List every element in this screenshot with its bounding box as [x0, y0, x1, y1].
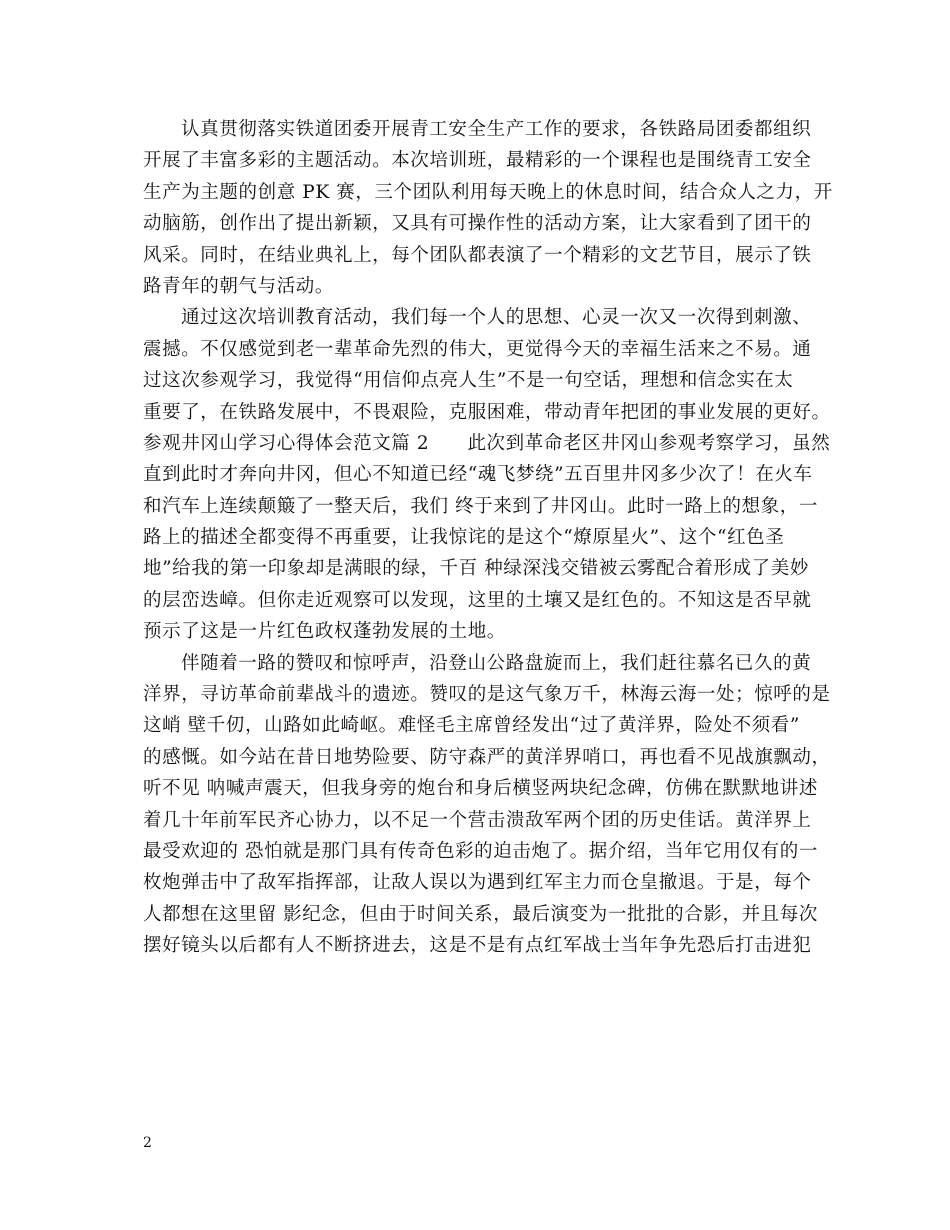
text-line: 风采。同时，在结业典礼上，每个团队都表演了一个精彩的文艺节目，展示了铁 [143, 244, 812, 266]
text-line: 听不见 呐喊声震天，但我身旁的炮台和身后横竖两块纪念碑，仿佛在默默地讲述 [143, 778, 818, 800]
text-line: 地”给我的第一印象却是满眼的绿，千百 种绿深浅交错被云雾配合着形成了美妙 [143, 558, 809, 580]
text-line: 洋界，寻访革命前辈战斗的遗迹。赞叹的是这气象万千，林海云海一处；惊呼的是 [143, 684, 831, 706]
text-line: 震撼。不仅感觉到老一辈革命先烈的伟大，更觉得今天的幸福生活来之不易。通 [143, 338, 812, 360]
text-line: 预示了这是一片红色政权蓬勃发展的土地。 [143, 621, 506, 643]
text-line: 摆好镜头以后都有人不断挤进去，这是不是有点红军战士当年争先恐后打击进犯 [143, 935, 812, 957]
text-line: 参观井冈山学习心得体会范文篇 2 此次到革命老区井冈山参观考察学习，虽然 [143, 432, 831, 454]
text-line: 直到此时才奔向井冈，但心不知道已经“魂飞梦绕”五百里井冈多少次了！在火车 [143, 464, 813, 486]
text-line: 和汽车上连续颠簸了一整天后，我们 终于来到了井冈山。此时一路上的想象，一 [143, 495, 818, 517]
body-text [143, 114, 833, 962]
text-line: 人都想在这里留 影纪念，但由于时间关系，最后演变为一批批的合影，并且每次 [143, 903, 818, 925]
text-line: 枚炮弹击中了敌军指挥部，让敌人误以为遇到红军主力而仓皇撤退。于是，每个 [143, 872, 812, 894]
text-line: 开展了丰富多彩的主题活动。本次培训班，最精彩的一个课程也是围绕青工安全 [143, 150, 812, 172]
text-line: 的感慨。如今站在昔日地势险要、防守森严的黄洋界哨口，再也看不见战旗飘动， [143, 746, 831, 768]
text-line: 过这次参观学习，我觉得“用信仰点亮人生”不是一句空话，理想和信念实在太 [143, 370, 794, 392]
text-line: 着几十年前军民齐心协力，以不足一个营击溃敌军两个团的历史佳话。黄洋界上 [143, 809, 812, 831]
text-line: 这峭 壁千仞，山路如此崎岖。难怪毛主席曾经发出“过了黄洋界，险处不须看” [143, 715, 800, 737]
text-line: 动脑筋，创作出了提出新颖，又具有可操作性的活动方案，让大家看到了团干的 [143, 213, 812, 235]
page-number: 2 [143, 1135, 152, 1151]
text-line: 路上的描述全都变得不再重要，让我惊诧的是这个“燎原星火”、这个“红色圣 [143, 527, 785, 549]
text-line: 生产为主题的创意 PK 赛，三个团队利用每天晚上的休息时间，结合众人之力，开 [143, 181, 833, 203]
text-line: 伴随着一路的赞叹和惊呼声，沿登山公路盘旋而上，我们赶往慕名已久的黄 [181, 652, 812, 674]
text-line: 最受欢迎的 恐怕就是那门具有传奇色彩的迫击炮了。据介绍，当年它用仅有的一 [143, 840, 818, 862]
text-line: 通过这次培训教育活动，我们每一个人的思想、心灵一次又一次得到刺激、 [181, 307, 812, 329]
text-line: 路青年的朝气与活动。 [143, 275, 335, 297]
text-line: 的层峦迭嶂。但你走近观察可以发现，这里的土壤又是红色的。不知这是否早就 [143, 589, 812, 611]
text-line: 重要了，在铁路发展中，不畏艰险，克服困难，带动青年把团的事业发展的更好。 [143, 401, 831, 423]
text-line: 认真贯彻落实铁道团委开展青工安全生产工作的要求，各铁路局团委都组织 [181, 119, 812, 140]
